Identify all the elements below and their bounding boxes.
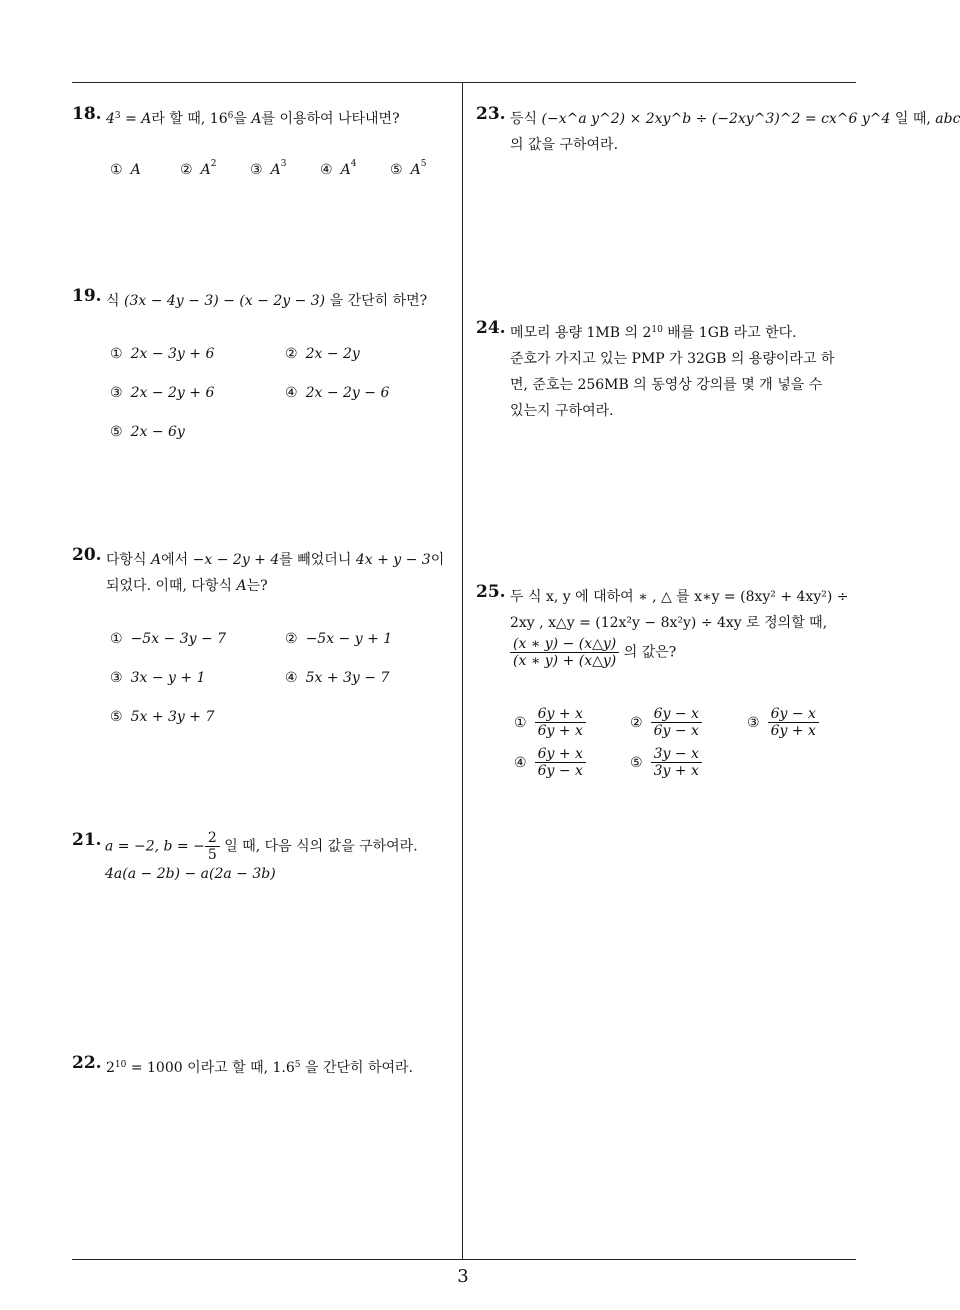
question-text: 두 식 x, y 에 대하여 ∗ , △ 를 x∗y = (8xy² + 4xy²) ÷ 2xy , x△y = (12x²y − 8x²y) ÷ 4xy 로 정의할 때, xyxy=(510,589,849,631)
question-text: 메모리 용량 1MB 의 $2^{10}$ 배를 1GB 라고 한다. 준호가 가지고 있는 PMP 가 32GB 의 용량이라고 하 면, 준호는 256MB 의 동영상 강의를 몇 개 넣을 수 있는지 구하여라. xyxy=(510,325,835,419)
q19-option-1[interactable]: ① 2x − 3y + 6 xyxy=(110,346,215,362)
question-number: 20. xyxy=(72,545,102,565)
question-text: 식 (3x − 4y − 3) − (x − 2y − 3) 을 간단히 하면? xyxy=(106,293,428,309)
question-text: $4^3 = A$라 할 때, $16^6$을 A를 이용하여 나타내면? xyxy=(106,111,400,127)
q20-option-5[interactable]: ⑤ 5x + 3y + 7 xyxy=(110,709,215,725)
q25-option-5[interactable]: ⑤ $\frac{3y - x}{3y + x}$ xyxy=(630,746,702,779)
q25-option-3[interactable]: ③ $\frac{6y - x}{6y + x}$ xyxy=(747,706,819,739)
q18-option-1[interactable]: ① A xyxy=(110,162,141,178)
q25-option-2[interactable]: ② $\frac{6y - x}{6y - x}$ xyxy=(630,706,702,739)
question-text: a = −2, b = − $\frac{2}{5}$ 일 때, 다음 식의 값을 구하여라. xyxy=(105,830,418,863)
q19-option-5[interactable]: ⑤ 2x − 6y xyxy=(110,424,185,440)
q20-option-3[interactable]: ③ 3x − y + 1 xyxy=(110,670,206,686)
question-number: 19. xyxy=(72,286,102,306)
question-number: 24. xyxy=(476,318,506,338)
q18-option-4[interactable]: ④ $A^4$ xyxy=(320,159,357,178)
q19-option-3[interactable]: ③ 2x − 2y + 6 xyxy=(110,385,215,401)
q21-expression: 4a(a − 2b) − a(2a − 3b) xyxy=(105,866,276,882)
question-text: $2^{10} = 1000$ 이라고 할 때, $1.6^5$ 을 간단히 하여라. xyxy=(106,1060,413,1076)
question-number: 22. xyxy=(72,1053,102,1073)
q19-option-2[interactable]: ② 2x − 2y xyxy=(285,346,360,362)
question-number: 25. xyxy=(476,582,506,602)
question-number: 18. xyxy=(72,104,102,124)
q20-option-2[interactable]: ② −5x − y + 1 xyxy=(285,631,393,647)
q25-fraction-expression: $\frac{(x ∗ y) - (x\triangle y)}{(x ∗ y) + (x\triangle y)}$ 의 값은? xyxy=(510,636,676,669)
q25-option-1[interactable]: ① $\frac{6y + x}{6y + x}$ xyxy=(514,706,586,739)
question-number: 23. xyxy=(476,104,506,124)
q18-option-5[interactable]: ⑤ $A^5$ xyxy=(390,159,427,178)
q25-option-4[interactable]: ④ $\frac{6y + x}{6y - x}$ xyxy=(514,746,586,779)
q20-option-4[interactable]: ④ 5x + 3y − 7 xyxy=(285,670,390,686)
question-number: 21. xyxy=(72,830,102,850)
page-number: 3 xyxy=(457,1266,469,1287)
q20-option-1[interactable]: ① −5x − 3y − 7 xyxy=(110,631,227,647)
q18-option-3[interactable]: ③ $A^3$ xyxy=(250,159,287,178)
column-divider xyxy=(462,82,463,1259)
q18-option-2[interactable]: ② $A^2$ xyxy=(180,159,217,178)
question-text: 다항식 A에서 −x − 2y + 4를 빼었더니 4x + y − 3이 되었다. 이때, 다항식 A는? xyxy=(106,552,445,594)
bottom-rule xyxy=(72,1259,856,1260)
top-rule xyxy=(72,82,856,83)
question-text: 등식 (−x^a y^2) × 2xy^b ÷ (−2xy^3)^2 = cx^6 y^4 일 때, abc 의 값을 구하여라. xyxy=(510,111,960,153)
q19-option-4[interactable]: ④ 2x − 2y − 6 xyxy=(285,385,390,401)
